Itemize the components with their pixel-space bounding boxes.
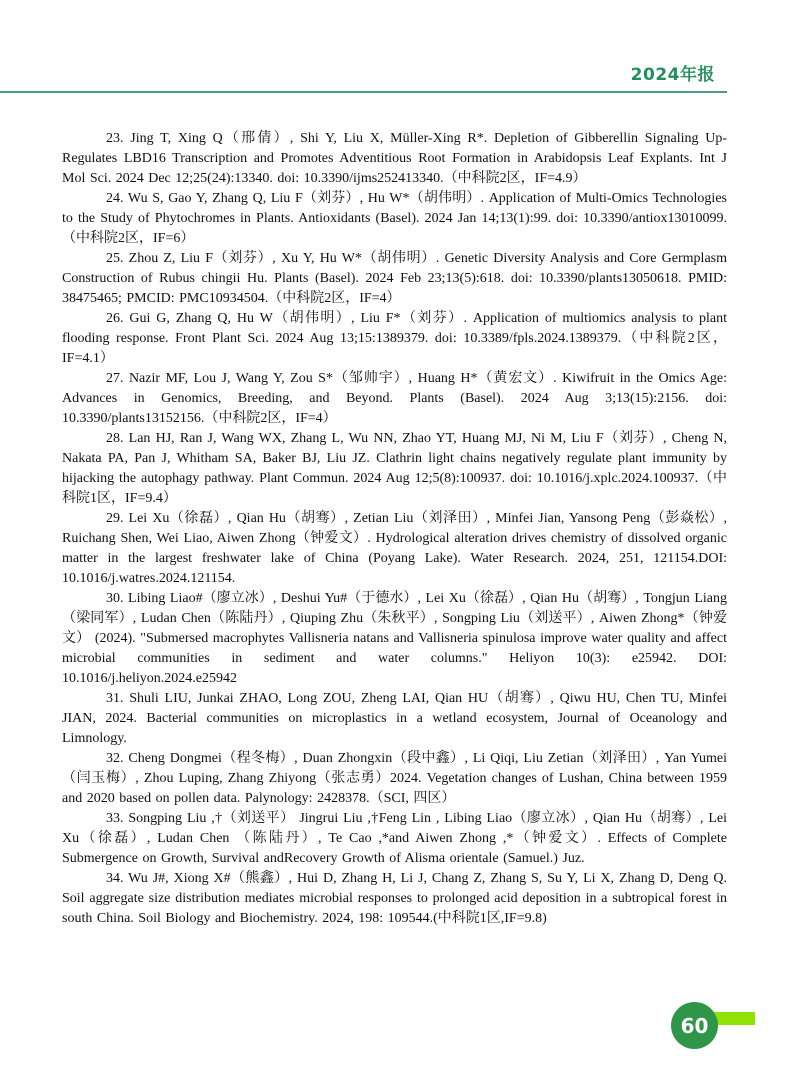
citation-item-27: 27. Nazir MF, Lou J, Wang Y, Zou S*（邹帅宇）, Huang H*（黄宏文）. Kiwifruit in the Omics Age: Advances in Genomics, Breeding, and Beyond. Plants (Basel). 2024 Aug 3;13(15):2156. doi: 10.3390/plants13152156.（中科院2区，IF=4） xyxy=(62,371,727,426)
citation-item-34: 34. Wu J#, Xiong X#（熊鑫）, Hui D, Zhang H, Li J, Chang Z, Zhang S, Su Y, Li X, Zhang D, Deng Q. Soil aggregate size distribution mediates microbial responses to prolonged acid deposition in a subtropical forest in south China. Soil Biology and Biochemistry. 2024, 198: 109544.(中科院1区,IF=9.8) xyxy=(62,871,727,926)
page-number-badge: 60 xyxy=(671,1002,718,1049)
citation-item-28: 28. Lan HJ, Ran J, Wang WX, Zhang L, Wu NN, Zhao YT, Huang MJ, Ni M, Liu F（刘芬）, Cheng N, Nakata PA, Pan J, Whitham SA, Baker BJ, Liu JZ. Clathrin light chains negatively regulate plant immunity by hijacking the autophagy pathway. Plant Commun. 2024 Aug 12;5(8):100937. doi: 10.1016/j.xplc.2024.100937.（中科院1区，IF=9.4） xyxy=(62,431,727,506)
citation-item-30: 30. Libing Liao#（廖立冰）, Deshui Yu#（于德水）, Lei Xu（徐磊）, Qian Hu（胡骞）, Tongjun Liang（梁同军）, Ludan Chen（陈陆丹）, Qiuping Zhu（朱秋平）, Songping Liu（刘送平）, Aiwen Zhong*（钟爱文） (2024). "Submersed macrophytes Vallisneria natans and Vallisneria spinulosa improve water quality and affect microbial communities in sediment and water columns." Heliyon 10(3): e25942. DOI: 10.1016/j.heliyon.2024.e25942 xyxy=(62,591,727,686)
citation-item-33: 33. Songping Liu ,†（刘送平） Jingrui Liu ,†Feng Lin , Libing Liao（廖立冰）, Qian Hu（胡骞）, Lei Xu（徐磊）, Ludan Chen （陈陆丹）, Te Cao ,*and Aiwen Zhong ,*（钟爱文）. Effects of Complete Submergence on Growth, Survival andRecovery Growth of Alisma orientale (Samuel.) Juz. xyxy=(62,811,727,866)
citation-item-23: 23. Jing T, Xing Q（邢倩）, Shi Y, Liu X, Müller-Xing R*. Depletion of Gibberellin Signaling Up-Regulates LBD16 Transcription and Promotes Adventitious Root Formation in Arabidopsis Leaf Explants. Int J Mol Sci. 2024 Dec 12;25(24):13340. doi: 10.3390/ijms252413340.（中科院2区，IF=4.9） xyxy=(62,131,727,186)
publications-list xyxy=(62,129,727,929)
citation-item-24: 24. Wu S, Gao Y, Zhang Q, Liu F（刘芬）, Hu W*（胡伟明）. Application of Multi-Omics Technologies to the Study of Phytochromes in Plants. Antioxidants (Basel). 2024 Jan 14;13(1):99. doi: 10.3390/antiox13010099.（中科院2区，IF=6） xyxy=(62,191,727,246)
citation-item-29: 29. Lei Xu（徐磊）, Qian Hu（胡骞）, Zetian Liu（刘泽田）, Minfei Jian, Yansong Peng（彭焱松）, Ruichang Shen, Wei Liao, Aiwen Zhong（钟爱文）. Hydrological alteration drives chemistry of dissolved organic matter in the largest freshwater lake of China (Poyang Lake). Water Research. 2024, 251, 121154.DOI: 10.1016/j.watres.2024.121154. xyxy=(62,511,727,586)
citation-item-26: 26. Gui G, Zhang Q, Hu W（胡伟明）, Liu F*（刘芬）. Application of multiomics analysis to plant flooding response. Front Plant Sci. 2024 Aug 13;15:1389379. doi: 10.3389/fpls.2024.1389379.（中科院2区，IF=4.1） xyxy=(62,311,727,366)
citation-item-32: 32. Cheng Dongmei（程冬梅）, Duan Zhongxin（段中鑫）, Li Qiqi, Liu Zetian（刘泽田）, Yan Yumei（闫玉梅）, Zhou Luping, Zhang Zhiyong（张志勇）2024. Vegetation changes of Lushan, China between 1959 and 2020 based on pollen data. Palynology: 2428378.（SCI, 四区） xyxy=(62,751,727,806)
report-year-title: 2024年报 xyxy=(630,65,715,85)
header-divider xyxy=(0,91,727,93)
citation-item-25: 25. Zhou Z, Liu F（刘芬）, Xu Y, Hu W*（胡伟明）. Genetic Diversity Analysis and Core Germplasm Construction of Rubus chingii Hu. Plants (Basel). 2024 Feb 23;13(5):618. doi: 10.3390/plants13050618. PMID: 38475465; PMCID: PMC10934504.（中科院2区，IF=4） xyxy=(62,251,727,306)
citation-item-31: 31. Shuli LIU, Junkai ZHAO, Long ZOU, Zheng LAI, Qian HU（胡骞）, Qiwu HU, Chen TU, Minfei JIAN, 2024. Bacterial communities on microplastics in a wetland ecosystem, Journal of Oceanology and Limnology. xyxy=(62,691,727,746)
